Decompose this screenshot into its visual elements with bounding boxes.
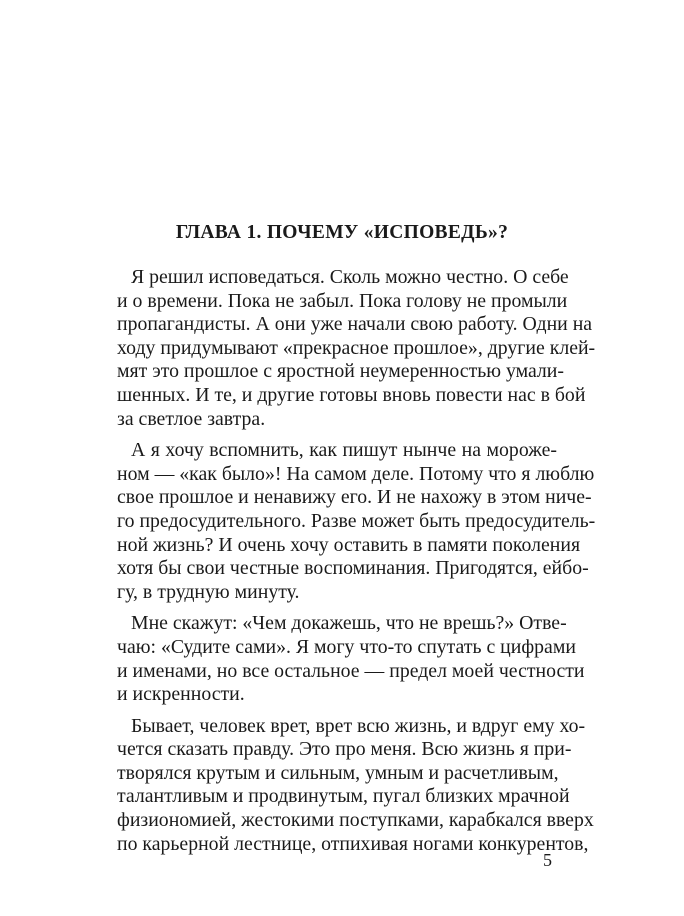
text-line: Бывает, человек врет, врет всю жизнь, и вдруг ему хо- <box>131 714 586 737</box>
text-line: физиономией, жестокими поступками, карабкался вверх <box>117 809 594 832</box>
text-line: чется сказать правду. Это про меня. Всю жизнь я при- <box>117 738 572 761</box>
paragraph-4 <box>117 714 594 857</box>
text-line: ном — «как было»! На самом деле. Потому что я люблю <box>117 462 595 485</box>
body-text <box>117 266 596 856</box>
text-line: хотя бы свои честные воспоминания. Пригодятся, ейбо- <box>117 557 589 580</box>
text-line: талантливым и продвинутым, пугал близких мрачной <box>117 785 570 808</box>
text-line: гу, в трудную минуту. <box>117 580 300 603</box>
text-line: свое прошлое и ненавижу его. И не нахожу в этом ниче- <box>117 486 592 509</box>
text-line: чаю: «Судите сами». Я могу что-то спутать с цифрами <box>117 635 576 658</box>
text-line: Мне скажут: «Чем докажешь, что не врешь?» Отве- <box>131 612 567 635</box>
text-line: по карьерной лестнице, отпихивая ногами конкурентов, <box>117 832 589 855</box>
text-line: А я хочу вспомнить, как пишут нынче на мороже- <box>131 439 557 462</box>
text-line: ходу придумывают «прекрасное прошлое», другие клей- <box>117 336 596 359</box>
text-line: мят это прошлое с яростной неумеренностью умали- <box>117 360 564 383</box>
text-line: шенных. И те, и другие готовы вновь повести нас в бой <box>117 383 586 406</box>
text-line: и искренности. <box>117 683 245 706</box>
text-line: за светлое завтра. <box>117 407 266 430</box>
paragraph-1 <box>117 266 596 431</box>
text-line: творялся крутым и сильным, умным и расчетливым, <box>117 761 559 784</box>
page-number: 5 <box>543 850 552 870</box>
paragraph-2 <box>117 439 596 604</box>
text-line: и о времени. Пока не забыл. Пока голову не промыли <box>117 289 568 312</box>
text-line: Я решил исповедаться. Сколь можно честно. О себе <box>131 266 569 288</box>
text-line: го предосудительного. Разве может быть предосудитель- <box>117 509 596 532</box>
text-line: ной жизнь? И очень хочу оставить в памяти поколения <box>117 533 581 556</box>
text-line: пропагандисты. А они уже начали свою работу. Одни на <box>117 313 593 336</box>
paragraph-3 <box>117 612 585 706</box>
chapter-title: ГЛАВА 1. ПОЧЕМУ «ИСПОВЕДЬ»? <box>175 222 509 243</box>
text-line: и именами, но все остальное — предел моей честности <box>117 659 585 682</box>
